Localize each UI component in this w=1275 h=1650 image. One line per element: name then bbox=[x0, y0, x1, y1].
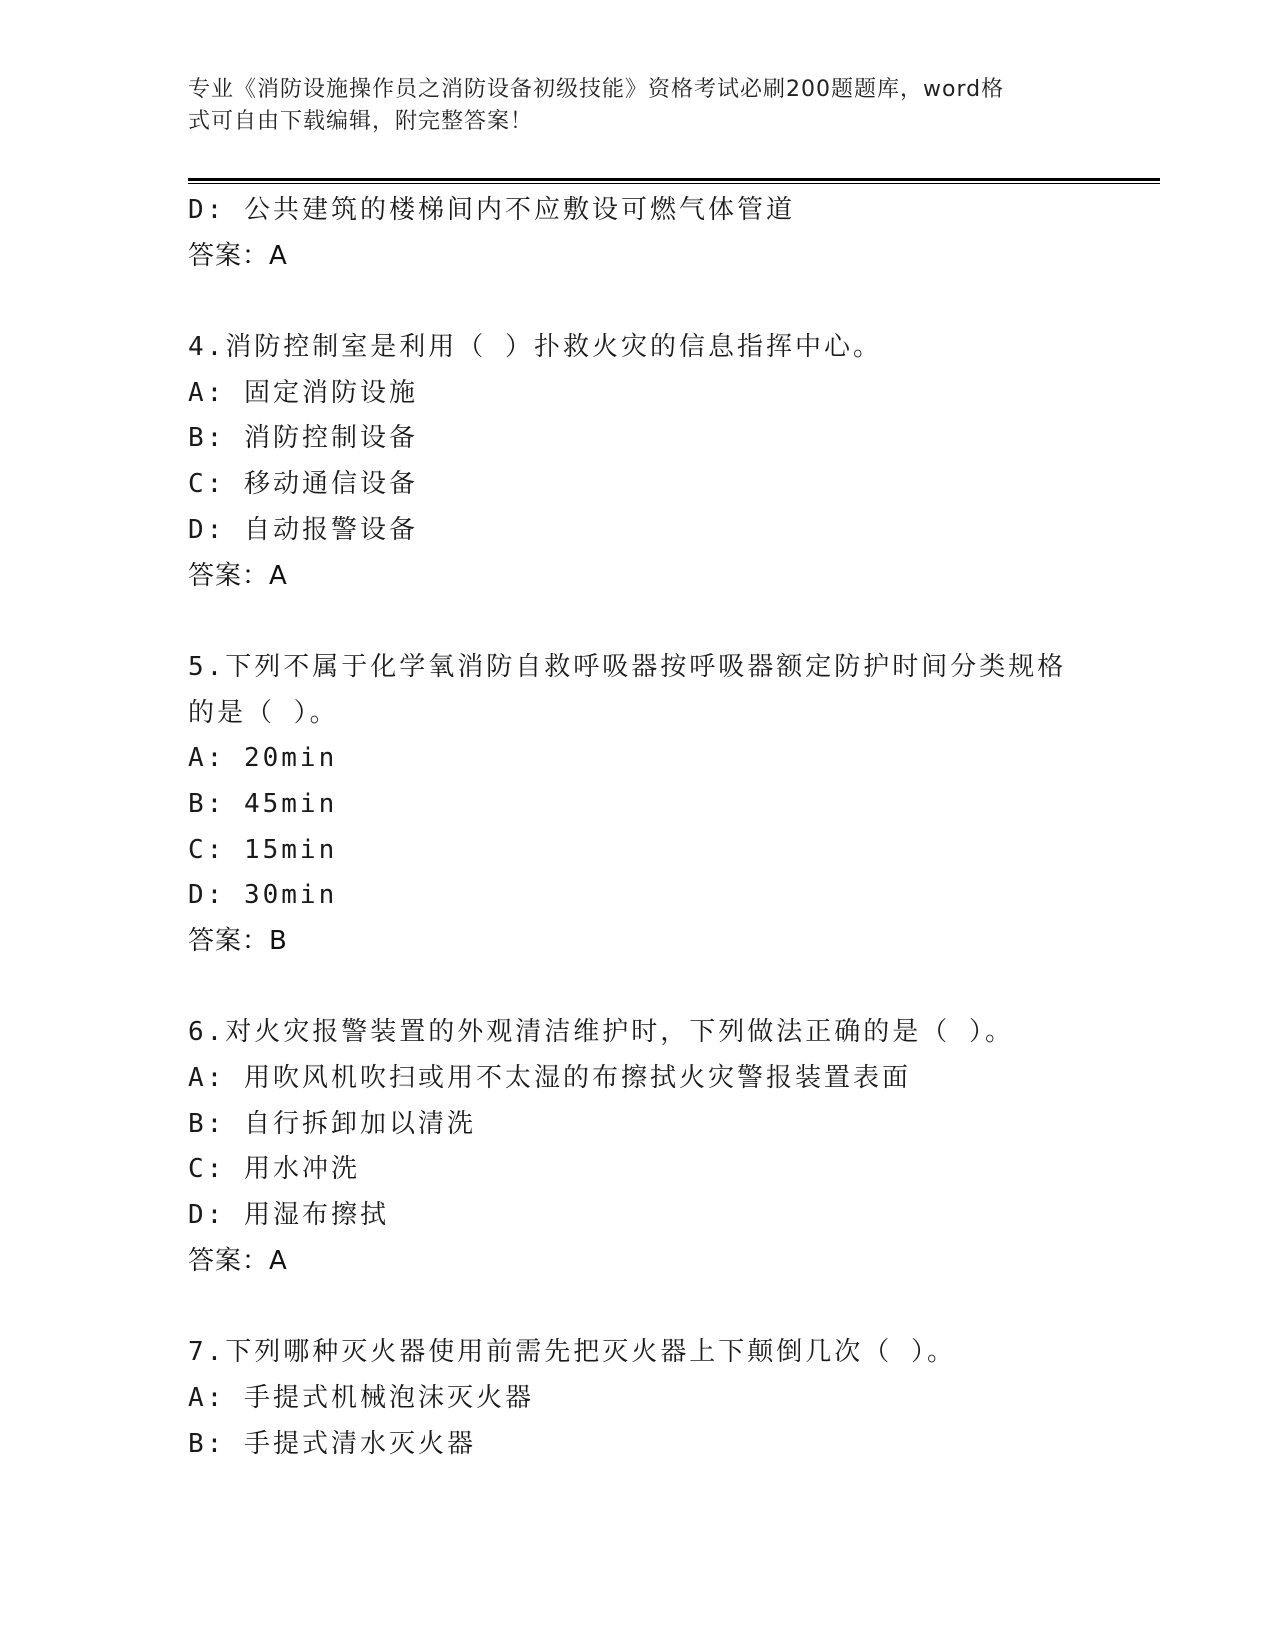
header-rule-thick bbox=[188, 178, 1160, 181]
option-b: B: 45min bbox=[188, 788, 338, 819]
header-line-1: 专业《消防设施操作员之消防设备初级技能》资格考试必刷200题题库，word格 bbox=[188, 77, 1005, 102]
option-a: A: 用吹风机吹扫或用不太湿的布擦拭火灾警报装置表面 bbox=[188, 1063, 911, 1094]
option-b: B: 自行拆卸加以清洗 bbox=[188, 1108, 476, 1139]
answer-previous: 答案：A bbox=[188, 240, 288, 271]
option-b: B: 手提式清水灭火器 bbox=[188, 1428, 476, 1459]
option-c: C: 15min bbox=[188, 834, 338, 865]
option-d: D: 自动报警设备 bbox=[188, 514, 418, 545]
answer: 答案：A bbox=[188, 1245, 288, 1276]
header-rule-thin bbox=[188, 183, 1160, 184]
option-a: A: 手提式机械泡沫灭火器 bbox=[188, 1382, 534, 1413]
question-4 bbox=[188, 325, 1088, 599]
option-b: B: 消防控制设备 bbox=[188, 423, 418, 454]
question-list bbox=[188, 188, 1088, 1467]
option-c: C: 用水冲洗 bbox=[188, 1154, 360, 1185]
spacer bbox=[188, 1285, 1088, 1331]
answer: 答案：A bbox=[188, 560, 288, 591]
option-d: D: 30min bbox=[188, 880, 338, 911]
question-stem: 7.下列哪种灭火器使用前需先把灭火器上下颠倒几次（ ）。 bbox=[188, 1337, 956, 1368]
spacer bbox=[188, 279, 1088, 325]
option-d: D: 用湿布擦拭 bbox=[188, 1200, 389, 1231]
document-header bbox=[188, 74, 1068, 138]
header-line-2: 式可自由下载编辑，附完整答案！ bbox=[188, 109, 534, 134]
question-stem-continued: 的是（ ）。 bbox=[188, 697, 339, 728]
question-stem: 4.消防控制室是利用（ ）扑救火灾的信息指挥中心。 bbox=[188, 332, 882, 363]
question-5 bbox=[188, 645, 1088, 965]
option-d-previous: D: 公共建筑的楼梯间内不应敷设可燃气体管道 bbox=[188, 195, 795, 225]
option-a: A: 20min bbox=[188, 743, 338, 774]
option-c: C: 移动通信设备 bbox=[188, 469, 418, 500]
spacer bbox=[188, 599, 1088, 645]
option-a: A: 固定消防设施 bbox=[188, 377, 418, 408]
question-7 bbox=[188, 1330, 1088, 1467]
spacer bbox=[188, 965, 1088, 1011]
question-stem: 6.对火灾报警装置的外观清洁维护时，下列做法正确的是（ ）。 bbox=[188, 1017, 1014, 1048]
question-stem: 5.下列不属于化学氧消防自救呼吸器按呼吸器额定防护时间分类规格 bbox=[188, 651, 1067, 682]
question-6 bbox=[188, 1010, 1088, 1284]
answer: 答案：B bbox=[188, 926, 288, 956]
